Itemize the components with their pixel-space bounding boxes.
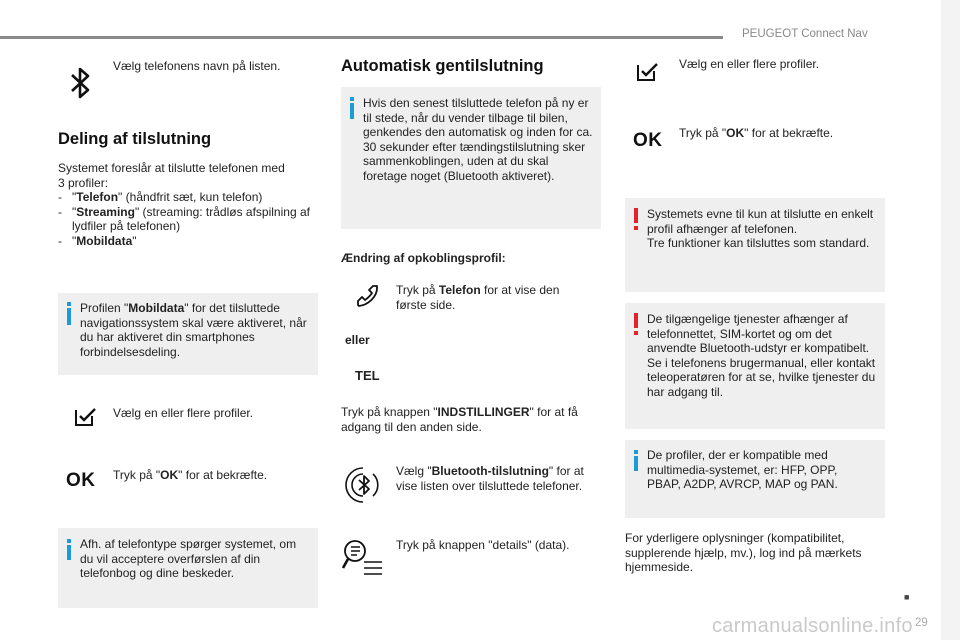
info-text: De profiler, der er kompatible med multimedia-systemet, er: HFP, OPP, PBAP, A2DP, AVRCP, MAP og PAN.	[647, 448, 838, 492]
ok-icon: OK	[633, 130, 663, 151]
info-box-profiles	[625, 440, 885, 518]
settings-bold: INDSTILLINGER	[437, 405, 530, 419]
intro-line-1: Systemet foreslår at tilslutte telefonen med	[58, 161, 285, 175]
sharing-intro	[58, 161, 318, 249]
info-text-bold: Mobildata	[128, 301, 185, 315]
phone-post: for at vise den første side.	[396, 283, 560, 312]
info-text: " for det tilsluttede navigationssystem skal være aktiveret, når du har aktiveret din smartphones forbindelsesdeling.	[80, 301, 307, 359]
checklist-icon	[74, 407, 98, 432]
info-text: Afh. af telefontype spørger systemet, om du vil acceptere overførslen af din telefonbog og dine beskeder.	[80, 537, 297, 581]
profile-item: - "Streaming" (streaming: trådløs afspilning af lydfiler på telefonen)	[58, 204, 310, 234]
tel-icon: TEL	[355, 368, 380, 383]
warning-icon	[634, 208, 638, 223]
or-label: eller	[345, 333, 370, 347]
profile-item: - "Telefon" (håndfrit sæt, kun telefon)	[58, 190, 263, 205]
right-margin-strip	[941, 0, 960, 640]
page-number: 29	[915, 617, 928, 629]
profile-name: Mobildata	[76, 233, 133, 248]
bt-bold: Bluetooth-tilslutning	[431, 464, 549, 478]
bt-pre: Vælg "	[396, 464, 432, 478]
intro-line-2: 3 profiler:	[58, 175, 109, 190]
warning-text: Systemets evne til kun at tilslutte en enkelt profil afhænger af telefonen.	[647, 207, 874, 236]
confirm-post: " for at bekræfte.	[744, 126, 834, 140]
watermark: carmanualsonline.info	[712, 615, 913, 637]
profile-desc: (håndfrit sæt, kun telefon)	[122, 190, 263, 205]
info-text: Hvis den senest tilsluttede telefon på ny er til stede, når du vender tilbage til bilen, genkendes den automatisk og inden for ca. 30 sekunder efter tændingstilslutning sker sammenkoblingen, uden at du skal foretage noget (Bluetooth aktiveret).	[363, 96, 593, 183]
confirm-pre: Tryk på "	[113, 468, 161, 482]
section-title-auto-reconnect: Automatisk gentilslutning	[341, 57, 544, 75]
checklist-icon	[636, 62, 660, 87]
confirm-post: " for at bekræfte.	[178, 468, 268, 482]
info-text: Profilen "	[80, 301, 129, 315]
settings-pre: Tryk på knappen "	[341, 405, 438, 419]
info-box-phonebook	[58, 528, 318, 608]
confirm-bold: OK	[160, 468, 179, 482]
ok-icon: OK	[66, 470, 96, 491]
bluetooth-instruction	[396, 464, 596, 493]
confirm-pre: Tryk på "	[679, 126, 727, 140]
profile-change-heading: Ændring af opkoblingsprofil:	[341, 251, 506, 265]
bt-post: " for at vise listen over tilsluttede telefoner.	[396, 464, 584, 493]
details-icon	[342, 538, 384, 587]
phone-icon	[355, 284, 379, 313]
confirm-text	[113, 468, 313, 483]
select-phone-text: Vælg telefonens navn på listen.	[113, 59, 281, 73]
info-icon	[350, 97, 354, 101]
details-instruction: Tryk på knappen "details" (data).	[396, 538, 570, 552]
phone-bold: Telefon	[438, 283, 481, 297]
confirm-bold: OK	[726, 126, 745, 140]
profile-name: Telefon	[76, 190, 119, 205]
info-box-mobile-data	[58, 293, 318, 375]
info-icon	[634, 450, 638, 454]
warning-text: Tre funktioner kan tilsluttes som standard.	[647, 236, 870, 251]
warning-box-services	[625, 303, 885, 429]
profile-desc: (streaming: trådløs afspilning af lydfiler på telefonen)	[72, 204, 310, 234]
bluetooth-connection-icon	[343, 463, 383, 512]
warning-text: De tilgængelige tjenester afhænger af telefonnettet, SIM-kortet og om det anvendte Bluetooth-udstyr er kompatibelt. Se i telefonens brugermanual, eller kontakt teleoperatøren for at se, hvilke tjenester du har adgang til.	[647, 312, 876, 399]
select-profiles-text: Vælg en eller flere profiler.	[113, 406, 254, 420]
brand-title: PEUGEOT Connect Nav	[742, 28, 868, 40]
select-profiles-text: Vælg en eller flere profiler.	[679, 57, 820, 71]
info-icon	[67, 302, 71, 306]
phone-pre: Tryk på	[396, 283, 439, 297]
continue-marker: ■	[904, 592, 910, 602]
profile-item: - "Mobildata"	[58, 233, 137, 248]
bluetooth-icon	[68, 66, 92, 105]
info-icon	[67, 539, 71, 543]
profile-name: Streaming	[76, 204, 135, 219]
warning-icon	[634, 313, 638, 328]
warning-box-single-profile	[625, 198, 885, 292]
info-box-reconnect	[341, 87, 601, 229]
section-title-sharing: Deling af tilslutning	[58, 130, 212, 148]
settings-post: " for at få adgang til den anden side.	[341, 405, 578, 434]
settings-instruction	[341, 405, 606, 434]
header-rule	[0, 36, 723, 39]
phone-instruction	[396, 283, 576, 312]
closing-text: For yderligere oplysninger (kompatibilitet, supplerende hjælp, mv.), log ind på mærkets hjemmeside.	[625, 531, 862, 575]
confirm-text	[679, 126, 879, 141]
